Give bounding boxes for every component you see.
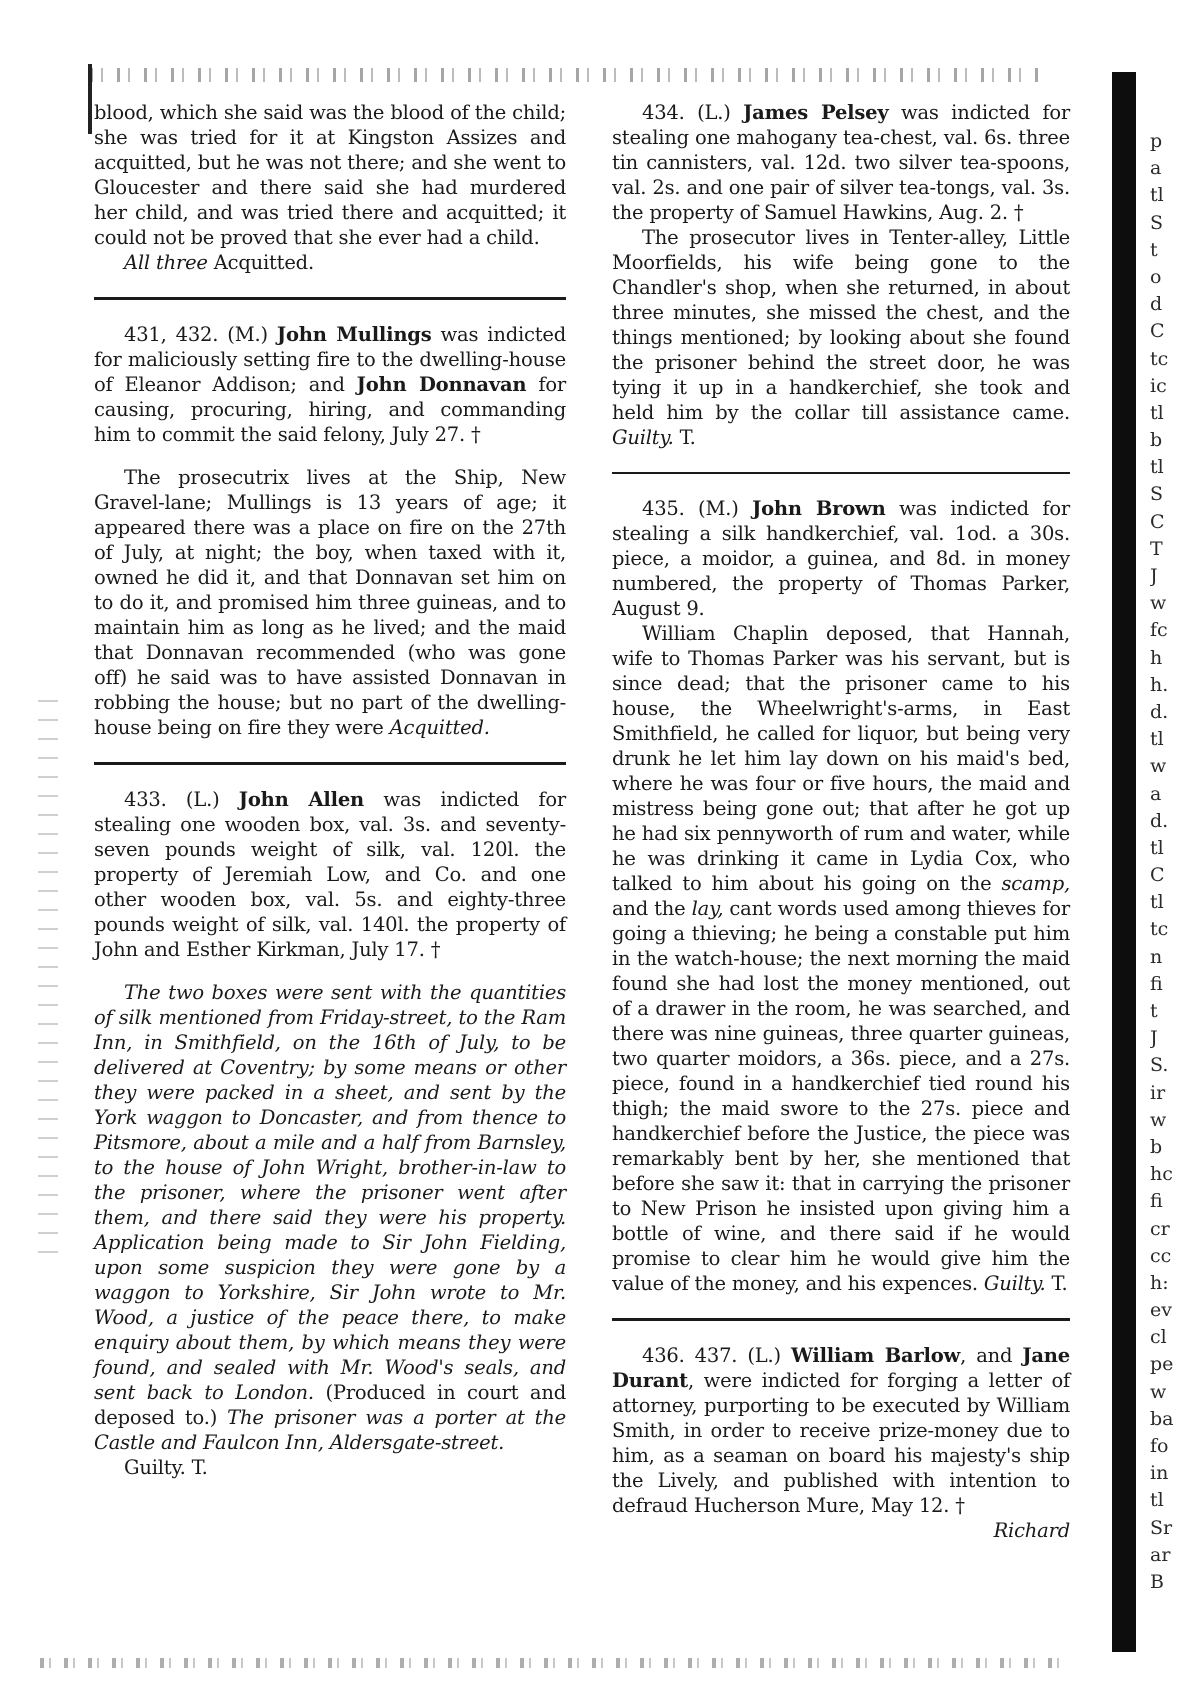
case-434-heading <box>612 100 1070 225</box>
edge-letter: in <box>1150 1462 1169 1485</box>
indictment-text: for causing, procuring, hiring, and commanding him to commit the said felony, July 27. † <box>94 373 566 446</box>
defendant-name: John Mullings <box>276 323 432 346</box>
cant-word: scamp, <box>1001 872 1070 895</box>
testimony-text: The prosecutor lives in Tenter-alley, Little Moorfields, his wife being gone to the Chandler's shop, when she returned, in about three minutes, she missed the chest, and the things mentioned; by looking about she found the prisoner behind the street door, he was tying it up in a handkerchief, she took and held him by the collar till assistance came. <box>612 226 1070 424</box>
edge-letter: t <box>1150 238 1158 261</box>
scan-gutter-marks <box>38 700 58 1260</box>
edge-letter: h. <box>1150 673 1169 696</box>
case-number: 433. (L.) <box>124 788 220 811</box>
cant-word: lay, <box>691 897 724 920</box>
edge-letter: ar <box>1150 1543 1171 1566</box>
edge-letter: tl <box>1150 836 1164 859</box>
case-431-heading <box>94 322 566 447</box>
edge-letter: J <box>1150 565 1158 587</box>
edge-letter: C <box>1150 864 1165 887</box>
testimony-text: and the <box>612 897 686 920</box>
case-number: 436. 437. (L.) <box>642 1344 781 1367</box>
indictment-text: was indicted for stealing a silk handkerchief, val. 1od. a 30s. piece, a moidor, a guinea, and 8d. in money numbered, the property of Thomas Parker, August 9. <box>612 497 1071 620</box>
testimony-text: The prosecutrix lives at the Ship, New Gravel-lane; Mullings is 13 years of age; it appeared there was a place on fire on the 27th of July, at night; the boy, when taxed with it, owned he did it, and that Donnavan set him on to do it, and promised him three guineas, and to maintain him as long as he lived; and the maid that Donnavan recommended (who was gone off) he said was to have assisted Donnavan in robbing the house; but no part of the dwelling-house being on fire they were <box>94 466 566 739</box>
adjacent-page-edge-text <box>1150 128 1196 1596</box>
defendant-name: John Brown <box>752 497 886 520</box>
edge-letter: tl <box>1150 728 1164 751</box>
edge-letter: w <box>1150 592 1167 615</box>
page-binding-shadow <box>1112 72 1136 1652</box>
right-column <box>612 100 1070 1543</box>
edge-letter: d. <box>1150 700 1169 723</box>
edge-letter: tl <box>1150 456 1164 479</box>
edge-letter: a <box>1150 157 1162 180</box>
sentence-text: T. <box>679 426 696 449</box>
edge-letter: J <box>1150 1027 1158 1050</box>
edge-letter: h <box>1150 646 1163 669</box>
verdict-text: Guilty. <box>983 1272 1046 1295</box>
case-number: 434. (L.) <box>642 101 731 124</box>
defendant-name: John Allen <box>238 788 365 811</box>
edge-letter: cr <box>1150 1217 1170 1240</box>
edge-letter: S <box>1150 483 1164 506</box>
edge-letter: tl <box>1150 401 1164 424</box>
catchword: Richard <box>993 1519 1070 1542</box>
edge-letter: pe <box>1150 1353 1174 1376</box>
edge-letter: hc <box>1150 1163 1173 1186</box>
verdict-prefix: All three <box>124 251 208 274</box>
testimony-italic: The two boxes were sent with the quantities of silk mentioned from Friday-street, to the Ram Inn, in Smithfield, on the 16th of July, to be delivered at Coventry; by some means or other they were packed in a sheet, and sent by the York waggon to Doncaster, and from thence to Pitsmore, about a mile and a half from Barnsley, to the house of John Wright, brother-in-law to the prisoner, where the prisoner went after them, and there said they were his property. Application being made to Sir John Fielding, upon some suspicion they were gone by a waggon to Yorkshire, Sir John wrote to Mr. Wood, a justice of the peace there, to make enquiry about them, by which means they were found, and sealed with Mr. Wood's seals, and sent back to London. <box>94 981 566 1404</box>
left-column <box>94 100 566 1480</box>
edge-letter: fi <box>1150 1190 1163 1213</box>
edge-letter: b <box>1150 429 1163 452</box>
edge-letter: fi <box>1150 972 1163 995</box>
section-divider <box>612 1318 1070 1321</box>
edge-letter: w <box>1150 1108 1167 1131</box>
case-435-body <box>612 621 1070 1296</box>
indictment-text: was indicted for stealing one wooden box, val. 3s. and seventy-seven pounds weight of silk, val. 120l. the property of Jeremiah Low, and Co. and one other wooden box, val. 5s. and eighty-three pounds weight of silk, val. 140l. the property of John and Esther Kirkman, July 17. † <box>94 788 567 961</box>
edge-letter: tc <box>1150 347 1169 370</box>
scan-noise-top <box>90 68 1040 82</box>
defendant-name: John Donnavan <box>356 373 527 396</box>
verdict-line: Guilty. T. <box>124 1456 208 1479</box>
case-435-heading <box>612 496 1070 621</box>
defendant-name: James Pelsey <box>743 101 889 124</box>
edge-letter: o <box>1150 265 1162 288</box>
verdict-text: Acquitted. <box>213 251 314 274</box>
edge-letter: w <box>1150 755 1167 778</box>
edge-letter: C <box>1150 320 1165 343</box>
indictment-text: was indicted for maliciously setting fire to the dwelling-house of Eleanor Addison; and <box>94 323 566 396</box>
scan-noise-bottom <box>40 1658 1070 1668</box>
edge-letter: a <box>1150 782 1162 805</box>
testimony-note: (Produced in court and deposed to.) <box>94 1381 567 1429</box>
edge-letter: p <box>1150 130 1163 152</box>
section-divider <box>94 297 566 300</box>
edge-letter: ev <box>1150 1299 1172 1322</box>
edge-letter: tl <box>1150 184 1164 207</box>
edge-letter: n <box>1150 945 1163 968</box>
verdict-text: Acquitted. <box>389 716 490 739</box>
edge-letter: b <box>1150 1135 1163 1158</box>
defendant-name: Jane Durant <box>612 1344 1070 1392</box>
defendant-name: William Barlow <box>791 1344 961 1367</box>
edge-letter: T <box>1150 537 1163 560</box>
edge-letter: fc <box>1150 619 1168 642</box>
verdict-text: Guilty. <box>612 426 674 449</box>
indictment-text: was indicted for stealing one mahogany tea-chest, val. 6s. three tin cannisters, val. 12d. two silver tea-spoons, val. 2s. and one pair of silver tea-tongs, val. 3s. the property of Samuel Hawkins, Aug. 2. † <box>612 101 1071 224</box>
edge-letter: t <box>1150 1000 1158 1022</box>
continuation-paragraph: blood, which she said was the blood of the child; she was tried for it at Kingston Assizes and acquitted, but he was not there; and she went to Gloucester and there said she had murdered her child, and was tried there and acquitted; it could not be proved that she ever had a child. <box>94 101 566 249</box>
edge-letter: B <box>1150 1570 1164 1593</box>
testimony-text: William Chaplin deposed, that Hannah, wife to Thomas Parker was his servant, but is since dead; that the prisoner came to his house, the Wheelwright's-arms, in East Smithfield, he called for liquor, but being very drunk he let him lay down on his maid's bed, where he was four or five hours, the maid and mistress being gone out; that after he got up he had six pennyworth of rum and water, while he was drinking it came in Lydia Cox, who talked to him about his going on the <box>612 622 1070 895</box>
case-434-body <box>612 225 1070 450</box>
case-number: 431, 432. (M.) <box>124 323 268 346</box>
edge-letter: S. <box>1150 1054 1169 1077</box>
edge-letter: cc <box>1150 1244 1172 1267</box>
indictment-text: , were indicted for forging a letter of attorney, purporting to be executed by William Smith, in order to receive prize-money due to him, as a seaman on board his majesty's ship the Lively, and published with intention to defraud Hucherson Mure, May 12. † <box>612 1369 1070 1517</box>
scan-bracket-mark <box>88 64 92 134</box>
edge-letter: C <box>1150 510 1165 533</box>
case-number: 435. (M.) <box>642 497 739 520</box>
edge-letter: ba <box>1150 1407 1174 1430</box>
case-433-body <box>94 980 566 1455</box>
edge-letter: tl <box>1150 1489 1164 1512</box>
edge-letter: fo <box>1150 1435 1169 1457</box>
verdict-line <box>94 250 566 275</box>
sentence-text: T. <box>1051 1272 1068 1295</box>
edge-letter: tl <box>1150 891 1164 914</box>
edge-letter: d. <box>1150 809 1169 832</box>
edge-letter: ir <box>1150 1081 1166 1104</box>
testimony-text: cant words used among thieves for going a thieving; he being a constable put him in the watch-house; the next morning the maid found she had lost the money mentioned, out of a drawer in the room, he was searched, and there was nine guineas, three quarter guineas, two quarter moidors, a 36s. piece, and a 27s. piece, found in a handkerchief tied round his thigh; the maid swore to the 27s. piece and handkerchief before the Justice, the piece was remarkably bent by her, she mentioned that before she saw it: that in carrying the prisoner to New Prison he insisted upon giving him a bottle of wine, and there said if he would promise to clear him he would give him the value of the money, and his expences. <box>612 897 1071 1295</box>
case-431-body <box>94 465 566 740</box>
edge-letter: d <box>1150 293 1163 316</box>
edge-letter: S <box>1150 211 1164 234</box>
case-433-heading <box>94 787 566 962</box>
edge-letter: Sr <box>1150 1516 1173 1539</box>
edge-letter: w <box>1150 1380 1167 1403</box>
edge-letter: tc <box>1150 918 1169 941</box>
edge-letter: cl <box>1150 1326 1167 1349</box>
testimony-italic: The prisoner was a porter at the Castle and Faulcon Inn, Aldersgate-street. <box>94 1406 566 1454</box>
section-divider <box>612 472 1070 474</box>
edge-letter: h: <box>1150 1271 1169 1294</box>
section-divider <box>94 762 566 765</box>
case-436-heading <box>612 1343 1070 1518</box>
indictment-text: , and <box>960 1344 1013 1367</box>
edge-letter: ic <box>1150 374 1167 397</box>
